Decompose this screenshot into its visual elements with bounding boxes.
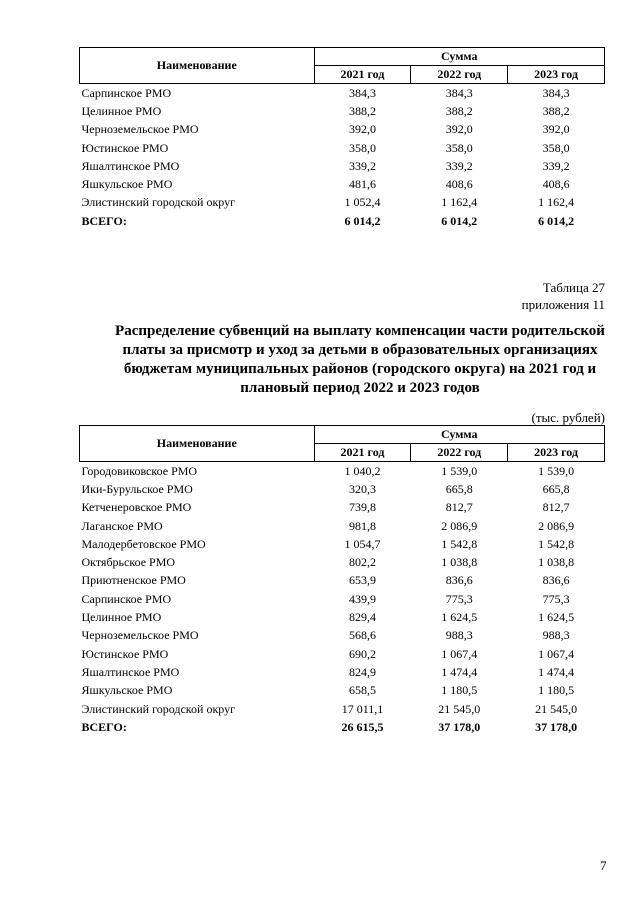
- value-2023: 836,6: [542, 573, 570, 588]
- total-2021: 26 615,5: [341, 719, 384, 734]
- value-2022: 2 086,9: [441, 518, 478, 533]
- value-2023: 812,7: [542, 500, 570, 515]
- value-2021: 1 054,7: [344, 536, 381, 551]
- header-sum: Сумма: [314, 48, 604, 66]
- row-name: Яшалтинское РМО: [81, 158, 180, 173]
- total-row: [80, 212, 605, 230]
- value-2021: 358,0: [348, 140, 376, 155]
- table-row: [80, 700, 605, 718]
- table-row: [80, 102, 605, 120]
- value-2022: 1 474,4: [441, 664, 478, 679]
- value-2023: 1 474,4: [538, 664, 575, 679]
- total-2022: 6 014,2: [441, 213, 478, 228]
- total-label: ВСЕГО:: [81, 719, 127, 734]
- row-name: Ики-Бурульское РМО: [81, 481, 193, 496]
- row-name: Целинное РМО: [81, 103, 162, 118]
- heading-line: Распределение субвенций на выплату компенсации части родительской: [115, 323, 605, 339]
- units-label: (тыс. рублей): [531, 410, 605, 425]
- table-row: [80, 645, 605, 663]
- value-2022: 358,0: [445, 140, 473, 155]
- row-name: Октябрьское РМО: [81, 555, 176, 570]
- value-2023: 1 067,4: [538, 646, 575, 661]
- value-2022: 1 539,0: [441, 463, 478, 478]
- table-row: [80, 590, 605, 608]
- header-year-2023: 2023 год: [508, 444, 605, 462]
- header-name: Наименование: [80, 48, 315, 84]
- value-2021: 690,2: [348, 646, 376, 661]
- value-2023: 1 624,5: [538, 610, 575, 625]
- value-2022: 339,2: [445, 158, 473, 173]
- total-2023: 37 178,0: [535, 719, 578, 734]
- value-2023: 1 180,5: [538, 683, 575, 698]
- value-2022: 1 067,4: [441, 646, 478, 661]
- table-row: [80, 194, 605, 212]
- table-row: [80, 682, 605, 700]
- header-year-2022: 2022 год: [411, 66, 508, 84]
- value-2021: 981,8: [348, 518, 376, 533]
- row-name: Черноземельское РМО: [81, 122, 199, 137]
- value-2023: 358,0: [542, 140, 570, 155]
- table-row: [80, 121, 605, 139]
- value-2023: 1 162,4: [538, 195, 575, 210]
- total-2023: 6 014,2: [538, 213, 575, 228]
- row-name: Юстинское РМО: [81, 140, 169, 155]
- table-number: Таблица 27: [542, 280, 605, 295]
- value-2022: 1 038,8: [441, 555, 478, 570]
- value-2021: 481,6: [348, 177, 376, 192]
- value-2021: 658,5: [348, 683, 376, 698]
- total-2022: 37 178,0: [438, 719, 481, 734]
- value-2022: 392,0: [445, 122, 473, 137]
- value-2023: 1 542,8: [538, 536, 575, 551]
- value-2021: 568,6: [348, 628, 376, 643]
- value-2021: 1 052,4: [344, 195, 381, 210]
- section-heading: [100, 322, 620, 398]
- header-sum: Сумма: [314, 426, 604, 444]
- appendix-number: приложения 11: [521, 297, 605, 312]
- row-name: Черноземельское РМО: [81, 628, 199, 643]
- row-name: Юстинское РМО: [81, 646, 169, 661]
- table-row: [80, 157, 605, 175]
- value-2021: 739,8: [348, 500, 376, 515]
- table-row: [80, 517, 605, 535]
- value-2022: 408,6: [445, 177, 473, 192]
- row-name: Сарпинское РМО: [81, 591, 172, 606]
- row-name: Элистинский городской округ: [81, 701, 236, 716]
- subsidy-table-1: [79, 47, 605, 230]
- value-2021: 384,3: [348, 85, 376, 100]
- table-row: [80, 663, 605, 681]
- value-2022: 1 542,8: [441, 536, 478, 551]
- row-name: Приютненское РМО: [81, 573, 186, 588]
- value-2023: 775,3: [542, 591, 570, 606]
- value-2023: 2 086,9: [538, 518, 575, 533]
- value-2023: 665,8: [542, 481, 570, 496]
- value-2022: 665,8: [445, 481, 473, 496]
- value-2021: 320,3: [348, 481, 376, 496]
- table-row: [80, 499, 605, 517]
- value-2023: 384,3: [542, 85, 570, 100]
- value-2022: 836,6: [445, 573, 473, 588]
- value-2021: 824,9: [348, 664, 376, 679]
- value-2022: 1 624,5: [441, 610, 478, 625]
- table-row: [80, 139, 605, 157]
- value-2022: 775,3: [445, 591, 473, 606]
- header-year-2021: 2021 год: [314, 66, 411, 84]
- table-row: [80, 608, 605, 626]
- row-name: Кетченеровское РМО: [81, 500, 192, 515]
- table-row: [80, 627, 605, 645]
- value-2022: 21 545,0: [438, 701, 481, 716]
- value-2023: 388,2: [542, 103, 570, 118]
- row-name: Сарпинское РМО: [81, 85, 172, 100]
- value-2022: 1 162,4: [441, 195, 478, 210]
- heading-line: платы за присмотр и уход за детьми в образовательных организациях: [122, 342, 598, 358]
- total-2021: 6 014,2: [344, 213, 381, 228]
- value-2022: 812,7: [445, 500, 473, 515]
- value-2021: 1 040,2: [344, 463, 381, 478]
- heading-line: плановый период 2022 и 2023 годов: [240, 380, 480, 396]
- value-2023: 988,3: [542, 628, 570, 643]
- value-2021: 17 011,1: [341, 701, 384, 716]
- total-row: [80, 718, 605, 736]
- value-2021: 339,2: [348, 158, 376, 173]
- value-2021: 653,9: [348, 573, 376, 588]
- row-name: Малодербетовское РМО: [81, 536, 206, 551]
- row-name: Городовиковское РМО: [81, 463, 198, 478]
- table-row: [80, 535, 605, 553]
- header-year-2023: 2023 год: [508, 66, 605, 84]
- value-2022: 384,3: [445, 85, 473, 100]
- table-row: [80, 480, 605, 498]
- value-2021: 829,4: [348, 610, 376, 625]
- value-2021: 388,2: [348, 103, 376, 118]
- value-2023: 408,6: [542, 177, 570, 192]
- row-name: Элистинский городской округ: [81, 195, 236, 210]
- row-name: Целинное РМО: [81, 610, 162, 625]
- row-name: Яшалтинское РМО: [81, 664, 180, 679]
- value-2021: 802,2: [348, 555, 376, 570]
- table-row: [80, 553, 605, 571]
- table-reference: [522, 279, 605, 313]
- header-year-2021: 2021 год: [314, 444, 411, 462]
- heading-line: бюджетам муниципальных районов (городского округа) на 2021 год и: [123, 361, 597, 377]
- total-label: ВСЕГО:: [81, 213, 127, 228]
- row-name: Яшкульское РМО: [81, 177, 173, 192]
- table-row: [80, 462, 605, 481]
- table-row: [80, 84, 605, 103]
- header-name: Наименование: [80, 426, 315, 462]
- value-2023: 339,2: [542, 158, 570, 173]
- table-row: [80, 572, 605, 590]
- page-number: 7: [600, 858, 607, 873]
- row-name: Яшкульское РМО: [81, 683, 173, 698]
- value-2022: 388,2: [445, 103, 473, 118]
- row-name: Лаганское РМО: [81, 518, 163, 533]
- value-2022: 988,3: [445, 628, 473, 643]
- value-2021: 392,0: [348, 122, 376, 137]
- value-2022: 1 180,5: [441, 683, 478, 698]
- value-2023: 392,0: [542, 122, 570, 137]
- value-2023: 1 539,0: [538, 463, 575, 478]
- subsidy-table-2: [79, 425, 605, 736]
- value-2023: 21 545,0: [535, 701, 578, 716]
- table-row: [80, 175, 605, 193]
- value-2021: 439,9: [348, 591, 376, 606]
- value-2023: 1 038,8: [538, 555, 575, 570]
- header-year-2022: 2022 год: [411, 444, 508, 462]
